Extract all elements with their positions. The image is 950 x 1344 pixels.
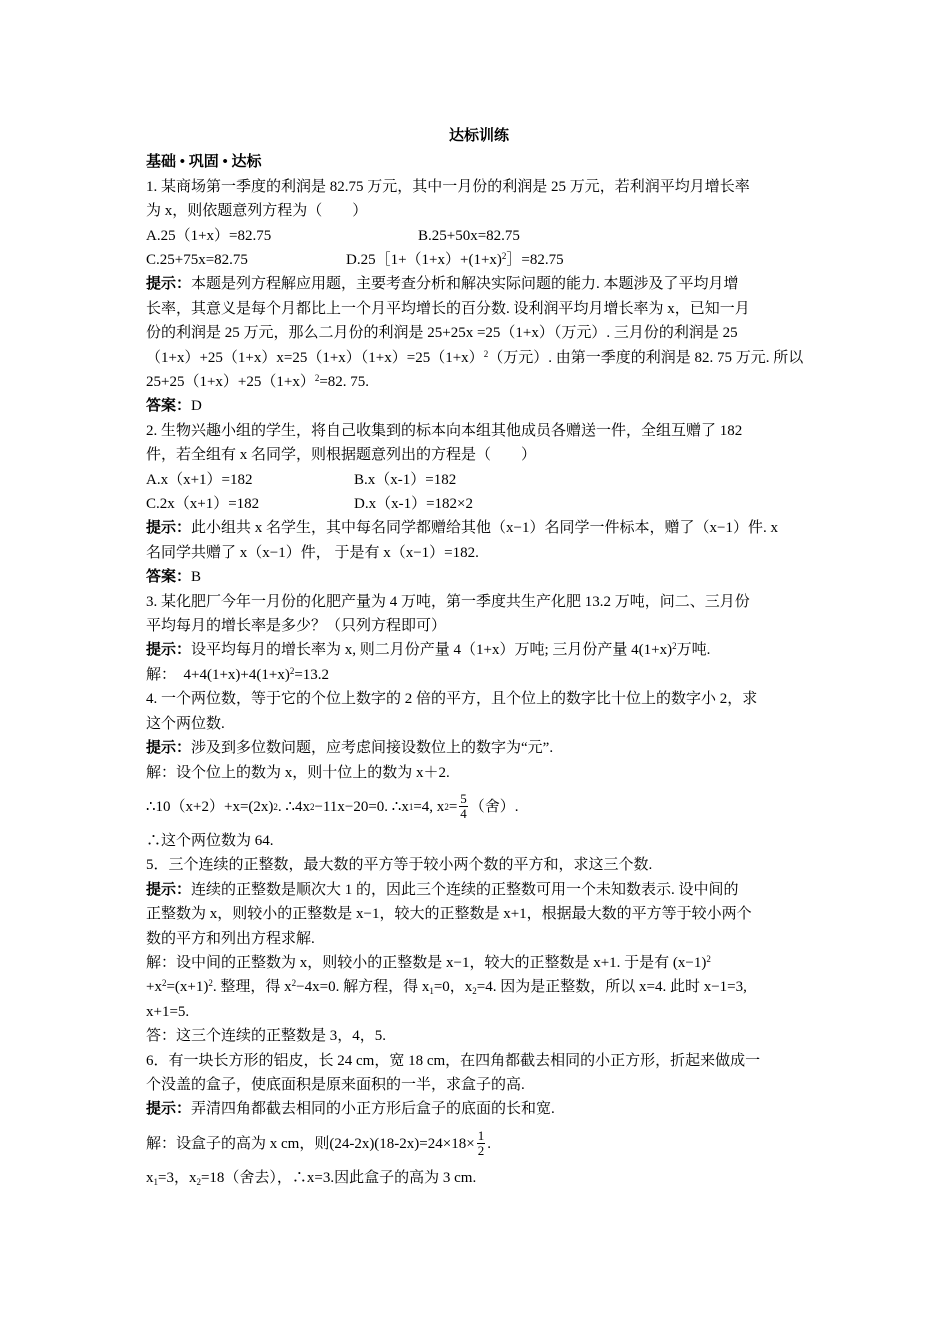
q1-hint-text-5b: =82. 75.: [319, 374, 370, 391]
q4-stem-line-1: 4. 一个两位数，等于它的个位上数字的 2 倍的平方，且个位上的数字比十位上的数字小 2，求: [146, 691, 758, 708]
q2-hint-line-2: 名同学共赠了 x（x−1）件， 于是有 x（x−1）=182.: [146, 544, 479, 561]
question-6: [146, 1049, 812, 1191]
q4-sol-2a: ∴10（x+2）+x=(2x): [146, 798, 274, 815]
q4-sol-2d: =4, x: [413, 798, 445, 815]
q3-stem-line-2: 平均每月的增长率是多少？（只列方程即可）: [146, 618, 447, 635]
q1-option-c: C.25+75x=82.75: [146, 252, 248, 269]
q1-hint-line-2: 长率，其意义是每个月都比上一个月平均增长的百分数. 设利润平均月增长率为 x，已知一月: [146, 300, 750, 317]
question-4: [146, 687, 812, 853]
page-title: 达标训练: [448, 128, 509, 144]
exp-2: 2: [314, 373, 320, 384]
q2-answer-value: B: [191, 569, 202, 586]
q5-hint-line-3: 数的平方和列出方程求解.: [146, 930, 315, 947]
q1-options-row-2: [146, 248, 812, 272]
q2-answer: [146, 565, 812, 589]
q4-solution-line-3: ∴这个两位数为 64.: [146, 832, 274, 849]
q4-hint: [146, 736, 812, 760]
q3-solution: [146, 663, 812, 687]
q1-answer-label: 答案：: [146, 398, 192, 415]
q1-hint-text-5a: 25+25（1+x）+25（1+x）: [146, 374, 315, 391]
q3-hint: [146, 638, 812, 662]
q5-stem: 5．三个连续的正整数，最大数的平方等于较小两个数的平方和，求这三个数.: [146, 857, 653, 874]
q5-hint-line-1: [146, 878, 812, 902]
q4-sol-2e: =: [448, 798, 458, 815]
q5-solution-line-2: [146, 975, 812, 999]
q5-sol-2a: +x: [146, 979, 162, 996]
q1-options-row-1: [146, 224, 812, 248]
q1-hint-text-4b: （万元）. 由第一季度的利润是 82. 75 万元. 所以: [488, 349, 804, 366]
q2-stem-line-2: 件，若全组有 x 名同学，则根据题意列出的方程是（ ）: [146, 447, 537, 464]
q6-sol-2b: =3，x: [158, 1169, 197, 1186]
q2-option-d: D.x（x-1）=182×2: [354, 496, 473, 513]
q6-sol-2c: =18（舍去），∴x=3.因此盒子的高为 3 cm.: [200, 1169, 477, 1186]
q4-sol-2f: （舍）.: [469, 798, 519, 815]
q5-answer: 答：这三个连续的正整数是 3，4，5.: [146, 1028, 387, 1045]
q4-sol-2b: . ∴4x: [277, 798, 310, 815]
q5-hint-line-2: 正整数为 x，则较小的正整数是 x−1，较大的正整数是 x+1，根据最大数的平方等于较小两个: [146, 906, 752, 923]
exp-2: 2: [291, 978, 297, 989]
q5-sol-2d: −4x=0. 解方程，得 x: [296, 979, 430, 996]
q1-answer: [146, 394, 812, 418]
q6-stem-line-2: 个没盖的盒子，使底面积是原来面积的一半，求盒子的高.: [146, 1076, 525, 1093]
q5-solution-line-1: [146, 951, 812, 975]
q1-hint-label: 提示：: [146, 276, 192, 293]
question-2: [146, 419, 812, 590]
sub-2: 2: [472, 986, 477, 997]
q1-option-d-text: D.25［1+（1+x）+(1+x): [346, 252, 502, 269]
q1-hint-line-5: [146, 370, 812, 394]
q1-option-d: [346, 248, 564, 272]
q5-hint-label: 提示：: [146, 881, 192, 898]
q2-hint-text-1: 此小组共 x 名学生，其中每名同学都赠给其他（x−1）名同学一件标本，赠了（x−1）件. x: [191, 520, 778, 537]
q6-hint-text: 弄清四角都截去相同的小正方形后盒子的底面的长和宽.: [191, 1101, 555, 1118]
section-heading: 基础 • 巩固 • 达标: [146, 154, 262, 171]
q6-hint-label: 提示：: [146, 1101, 192, 1118]
exp-2: 2: [483, 348, 489, 359]
question-1: [146, 175, 812, 419]
q1-option-d-end: ］=82.75: [506, 252, 564, 269]
q6-sol-1b: .: [487, 1135, 491, 1152]
q6-solution-line-2: [146, 1166, 812, 1190]
document-page: [146, 124, 812, 1190]
exp-2: 2: [672, 641, 677, 652]
q4-sol-2c: −11x−20=0. ∴x: [314, 798, 409, 815]
fraction-numerator: 5: [460, 791, 467, 807]
exp-2: 2: [706, 953, 711, 964]
exp-2: 2: [289, 665, 295, 676]
q4-hint-text: 涉及到多位数问题，应考虑间接设数位上的数字为“元”.: [191, 740, 554, 757]
fraction-neg-5-4: [459, 792, 468, 821]
fraction-numerator: 1: [477, 1128, 485, 1144]
q1-stem-line-2: 为 x，则依题意列方程为（ ）: [146, 203, 368, 220]
q5-sol-2c: . 整理，得 x: [212, 979, 292, 996]
exp-2: 2: [161, 978, 167, 989]
q1-hint-line-4: [146, 346, 812, 370]
exp-2: 2: [501, 251, 507, 262]
q6-hint: [146, 1097, 812, 1121]
q2-options-row-2: [146, 492, 812, 516]
q4-solution-line-1: 解：设个位上的数为 x，则十位上的数为 x＋2.: [146, 764, 450, 781]
q1-hint-line-1: [146, 272, 812, 296]
q6-stem-line-1: 6．有一块长方形的铝皮，长 24 cm，宽 18 cm，在四角都截去相同的小正方形，折起来做成一: [146, 1052, 761, 1069]
q3-hint-text-a: 设平均每月的增长率为 x, 则二月份产量 4（1+x）万吨; 三月份产量 4(1+x): [191, 642, 673, 659]
q3-solution-text-a: 解： 4+4(1+x)+4(1+x): [146, 666, 290, 683]
q5-solution-line-3: x+1=5.: [146, 1003, 190, 1020]
question-5: [146, 853, 812, 1048]
q2-hint-line-1: [146, 516, 812, 540]
q2-answer-label: 答案：: [146, 569, 192, 586]
sub-1: 1: [153, 1176, 158, 1187]
question-3: [146, 590, 812, 688]
q1-option-b: B.25+50x=82.75: [418, 227, 520, 244]
q6-sol-2a: x: [146, 1169, 154, 1186]
q2-stem-line-1: 2. 生物兴趣小组的学生，将自己收集到的标本向本组其他成员各赠送一件，全组互赠了 182: [146, 422, 743, 439]
sub-1: 1: [429, 986, 434, 997]
q6-solution-line-1: [146, 1122, 812, 1166]
q5-sol-2b: =(x+1): [166, 979, 209, 996]
q5-sol-1a: 解：设中间的正整数为 x，则较小的正整数是 x−1，较大的正整数是 x+1. 于是有 (x−1): [146, 954, 707, 971]
q2-option-c: C.2x（x+1）=182: [146, 496, 260, 513]
q5-hint-text-1: 连续的正整数是顺次大 1 的，因此三个连续的正整数可用一个未知数表示. 设中间的: [191, 881, 739, 898]
sub-2: 2: [196, 1176, 201, 1187]
q4-stem-line-2: 这个两位数.: [146, 715, 225, 732]
fraction-denominator: 2: [477, 1143, 485, 1159]
q4-solution-line-2: ∴10（x+2）+x=(2x) 2 . ∴4x 2 −11x−20=0. ∴x 1 =4, x 2 = $\frac{5}{4}$ （舍）.: [146, 791, 519, 822]
q4-hint-label: 提示：: [146, 740, 192, 757]
q2-options-row-1: [146, 468, 812, 492]
q1-hint-line-3: 份的利润是 25 万元，那么二月份的利润是 25+25x =25（1+x）（万元）. 三月份的利润是 25: [146, 325, 738, 342]
q1-hint-text-4a: （1+x）+25（1+x）x=25（1+x）（1+x）=25（1+x）: [146, 349, 484, 366]
q3-hint-label: 提示：: [146, 642, 192, 659]
q6-sol-1a: 解：设盒子的高为 x cm，则(24-2x)(18-2x)=24×18×: [146, 1135, 475, 1152]
q1-hint-text-1: 本题是列方程解应用题，主要考查分析和解决实际问题的能力. 本题涉及了平均月增: [191, 276, 739, 293]
q1-stem-line-1: 1. 某商场第一季度的利润是 82.75 万元，其中一月份的利润是 25 万元，若利润平均月增长率: [146, 178, 750, 195]
q5-sol-2f: =4. 因为是正整数，所以 x=4. 此时 x−1=3,: [476, 979, 747, 996]
fraction-1-2: [477, 1129, 486, 1158]
fraction-denominator: 4: [460, 806, 467, 822]
q3-solution-text-b: =13.2: [294, 666, 330, 683]
exp-2: 2: [208, 978, 213, 989]
q2-option-a: A.x（x+1）=182: [146, 471, 253, 488]
q2-hint-label: 提示：: [146, 520, 192, 537]
q3-hint-text-b: 万吨.: [676, 642, 711, 659]
q1-option-a: A.25（1+x）=82.75: [146, 227, 272, 244]
q2-option-b: B.x（x-1）=182: [354, 471, 457, 488]
q1-answer-value: D: [191, 398, 202, 415]
q5-sol-2e: =0，x: [433, 979, 473, 996]
q3-stem-line-1: 3. 某化肥厂今年一月份的化肥产量为 4 万吨，第一季度共生产化肥 13.2 万吨，问二、三月份: [146, 593, 750, 610]
